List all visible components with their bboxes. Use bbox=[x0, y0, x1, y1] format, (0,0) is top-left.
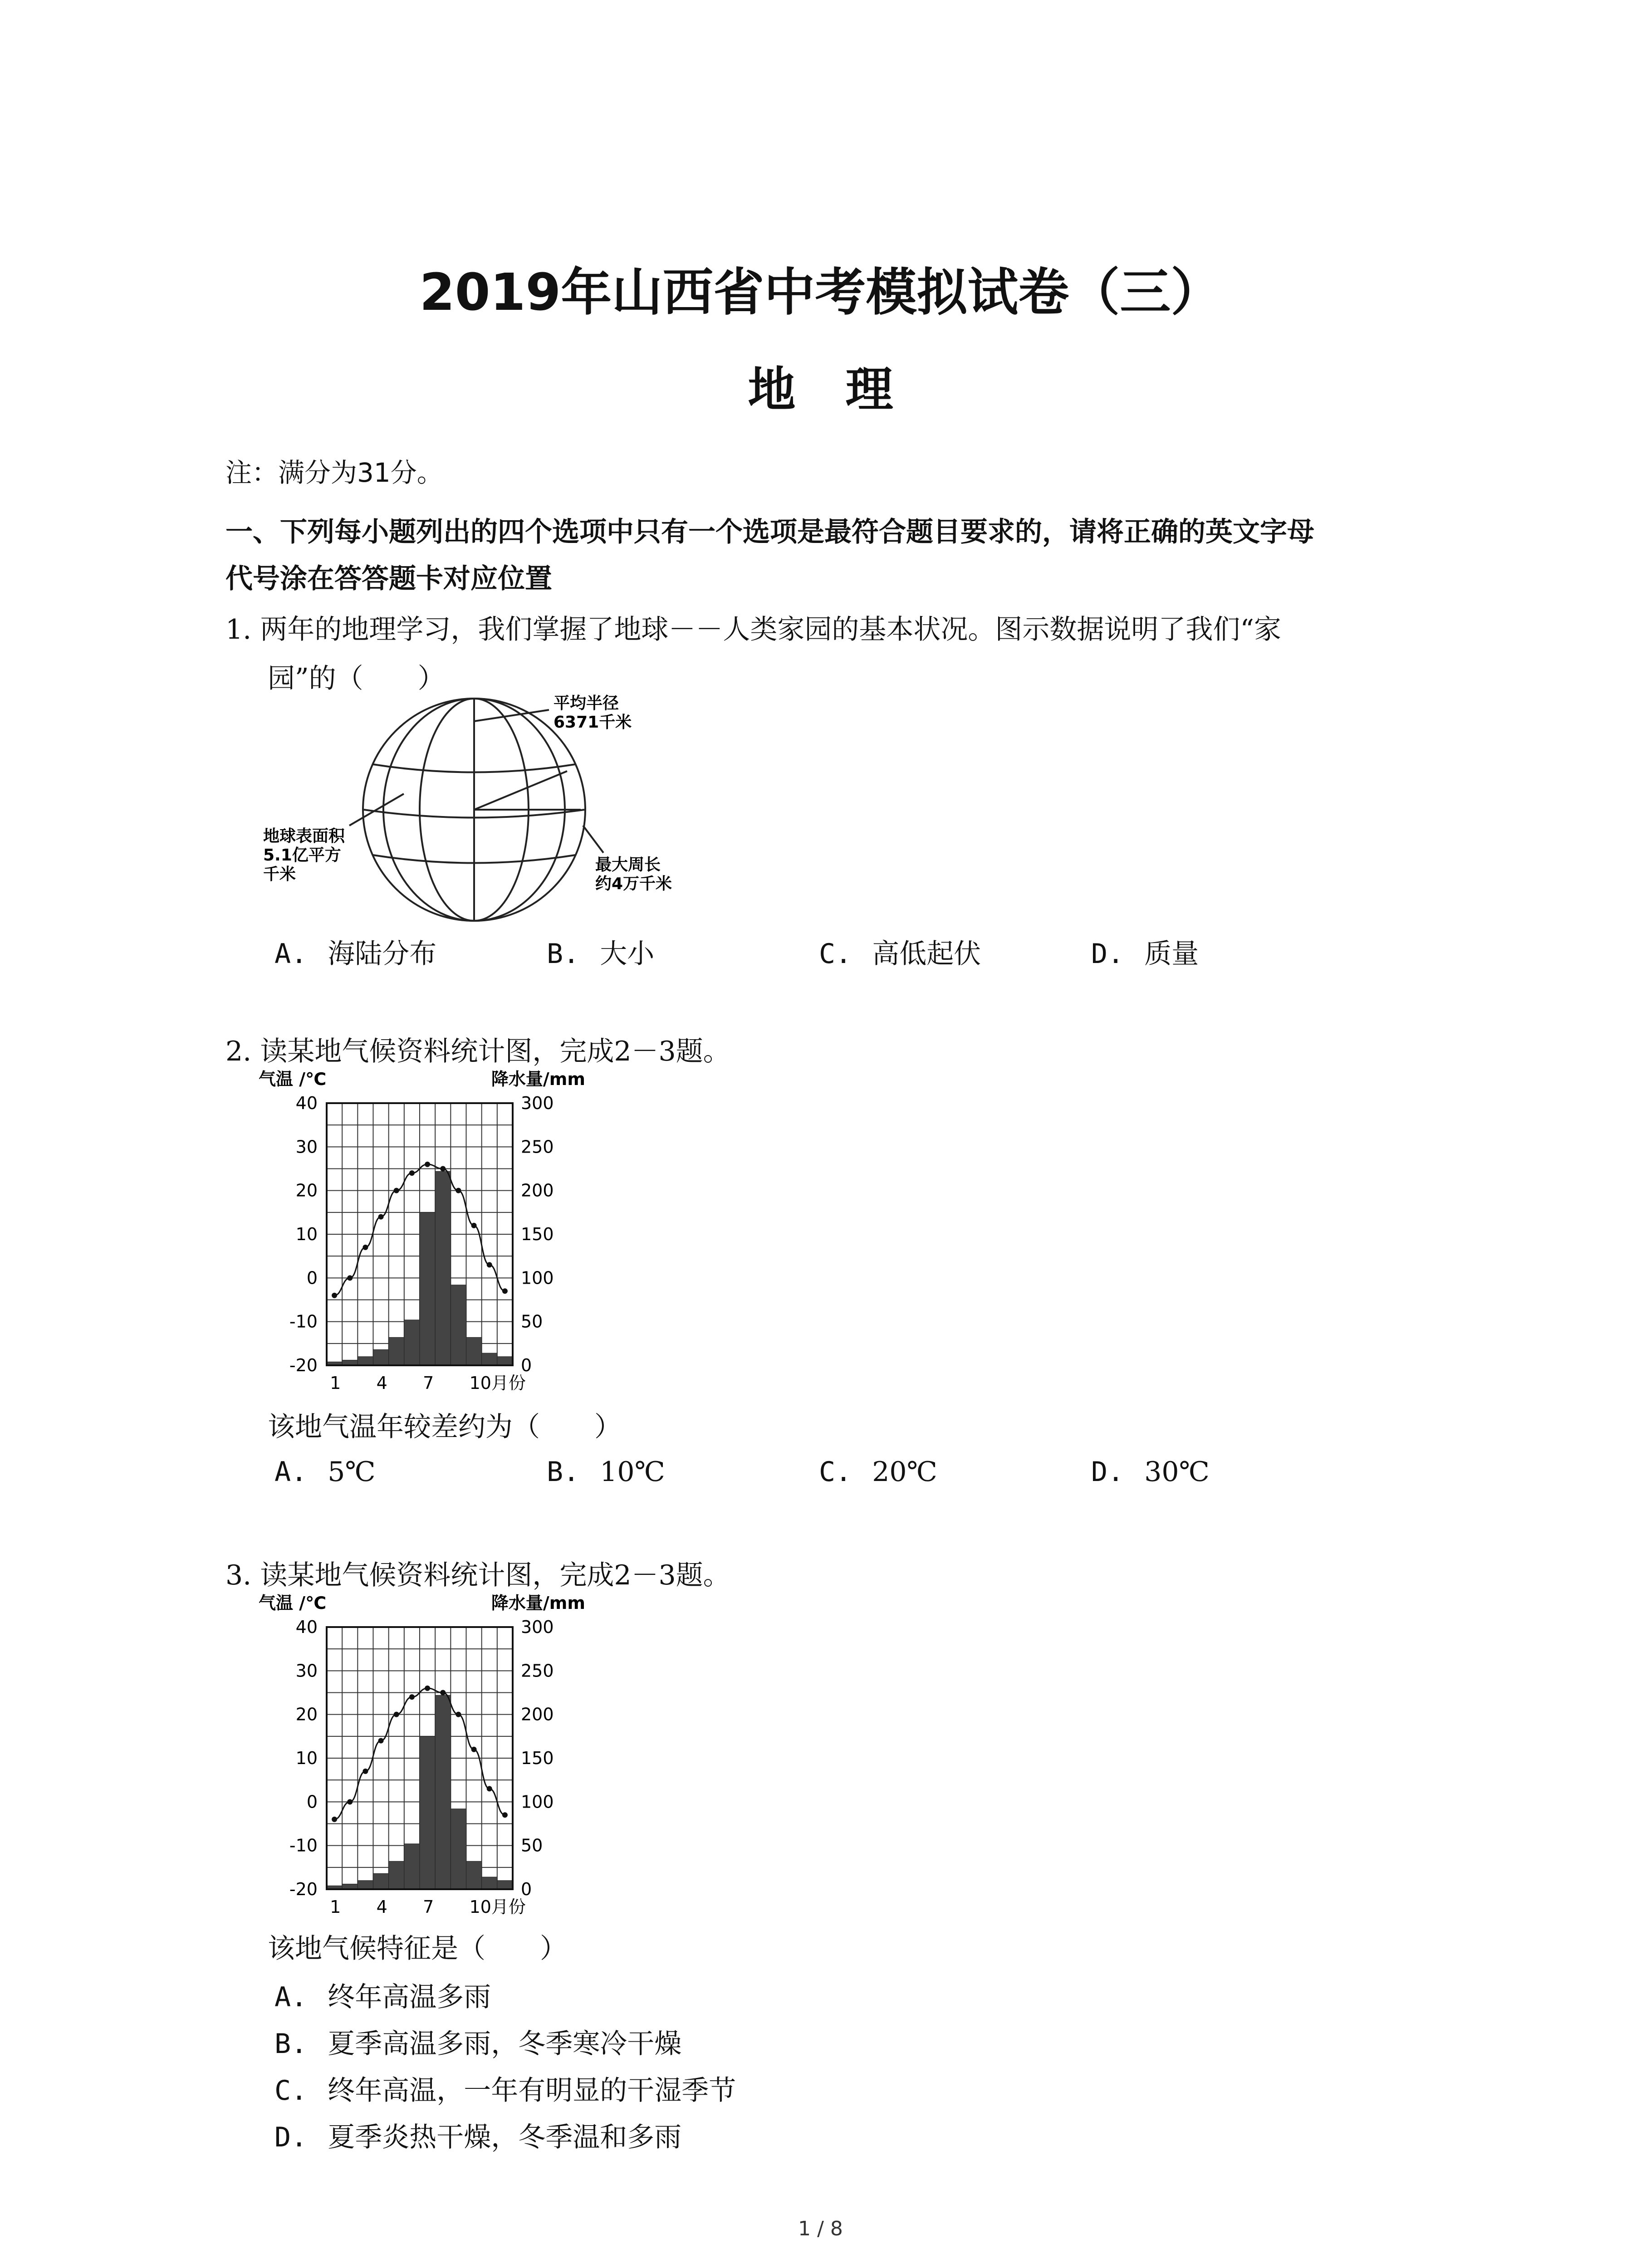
temp-tick-label: -10 bbox=[289, 1835, 318, 1856]
precip-tick-label: 250 bbox=[521, 1661, 554, 1681]
precip-bar bbox=[482, 1353, 497, 1365]
temperature-point bbox=[487, 1786, 492, 1791]
temperature-point bbox=[394, 1712, 399, 1717]
temperature-point bbox=[456, 1712, 461, 1717]
precip-tick-label: 200 bbox=[521, 1704, 554, 1725]
temperature-point bbox=[332, 1293, 337, 1298]
temperature-point bbox=[378, 1214, 384, 1219]
temp-axis-label: 气温 /℃ bbox=[259, 1593, 327, 1613]
temp-axis-label: 气温 /℃ bbox=[259, 1069, 327, 1089]
temp-tick-label: 40 bbox=[295, 1617, 318, 1637]
globe-figure bbox=[254, 689, 708, 925]
month-tick-label: 10月份 bbox=[469, 1897, 526, 1917]
temperature-point bbox=[471, 1223, 477, 1228]
month-tick-label: 1 bbox=[330, 1897, 341, 1917]
precip-bar bbox=[435, 1171, 451, 1365]
temp-tick-label: 0 bbox=[306, 1792, 318, 1812]
precip-tick-label: 50 bbox=[521, 1835, 543, 1856]
precip-tick-label: 150 bbox=[521, 1748, 554, 1768]
precip-bar bbox=[404, 1844, 420, 1889]
globe-label-area-2: 5.1亿平方 bbox=[263, 846, 341, 865]
temp-tick-label: 10 bbox=[295, 1748, 318, 1768]
precip-bar bbox=[389, 1861, 404, 1889]
temp-tick-label: 0 bbox=[306, 1268, 318, 1288]
temperature-point bbox=[440, 1690, 446, 1696]
globe-label-perimeter-1: 最大周长 bbox=[595, 855, 661, 874]
q2-option-c[interactable]: C. 20℃ bbox=[819, 1456, 937, 1488]
precip-tick-label: 100 bbox=[521, 1268, 554, 1288]
precip-tick-label: 250 bbox=[521, 1137, 554, 1157]
precip-bar bbox=[466, 1337, 482, 1365]
temp-tick-label: 30 bbox=[295, 1137, 318, 1157]
precip-bar bbox=[482, 1877, 497, 1889]
globe-label-area-3: 千米 bbox=[263, 865, 296, 884]
globe-label-perimeter-2: 约4万千米 bbox=[595, 875, 672, 893]
temp-tick-label: 10 bbox=[295, 1224, 318, 1244]
exam-title: 2019年山西省中考模拟试卷（三） bbox=[419, 263, 1222, 322]
precip-tick-label: 100 bbox=[521, 1792, 554, 1812]
month-tick-label: 4 bbox=[376, 1897, 387, 1917]
climate-chart-q3 bbox=[259, 1590, 585, 1926]
temp-tick-label: -20 bbox=[289, 1355, 318, 1375]
q3-stem: 3. 读某地气候资料统计图，完成2－3题。 bbox=[225, 1559, 730, 1591]
q2-stem: 2. 读某地气候资料统计图，完成2－3题。 bbox=[225, 1036, 730, 1067]
temperature-point bbox=[332, 1817, 337, 1822]
precip-axis-label: 降水量/mm bbox=[491, 1069, 585, 1089]
precip-tick-label: 300 bbox=[521, 1093, 554, 1113]
precip-bar bbox=[358, 1881, 373, 1889]
temperature-point bbox=[502, 1812, 508, 1818]
q3-question: 该地气候特征是（ ） bbox=[268, 1933, 567, 1965]
precip-tick-label: 300 bbox=[521, 1617, 554, 1637]
q3-option-d[interactable]: D. 夏季炎热干燥，冬季温和多雨 bbox=[274, 2121, 682, 2153]
temp-tick-label: 40 bbox=[295, 1093, 318, 1113]
q2-option-a[interactable]: A. 5℃ bbox=[274, 1456, 376, 1488]
temp-tick-label: -10 bbox=[289, 1311, 318, 1332]
temperature-point bbox=[487, 1262, 492, 1267]
q2-option-d[interactable]: D. 30℃ bbox=[1091, 1456, 1210, 1488]
globe-label-radius-1: 平均半径 bbox=[554, 694, 619, 713]
precip-bar bbox=[404, 1320, 420, 1365]
temperature-point bbox=[362, 1769, 368, 1774]
q1-option-b[interactable]: B. 大小 bbox=[547, 938, 655, 970]
q3-option-a[interactable]: A. 终年高温多雨 bbox=[274, 1981, 491, 2013]
q1-stem-line2: 园”的（ ） bbox=[268, 663, 445, 694]
temperature-point bbox=[347, 1275, 353, 1281]
precip-tick-label: 200 bbox=[521, 1180, 554, 1201]
precip-bar bbox=[358, 1357, 373, 1365]
precip-tick-label: 0 bbox=[521, 1879, 532, 1899]
precip-tick-label: 0 bbox=[521, 1355, 532, 1375]
precip-bar bbox=[420, 1736, 435, 1889]
precip-tick-label: 150 bbox=[521, 1224, 554, 1244]
precip-bar bbox=[497, 1881, 513, 1889]
temperature-point bbox=[378, 1738, 384, 1743]
temperature-point bbox=[502, 1288, 508, 1294]
temp-tick-label: 20 bbox=[295, 1180, 318, 1201]
temp-tick-label: -20 bbox=[289, 1879, 318, 1899]
temp-tick-label: 20 bbox=[295, 1704, 318, 1725]
month-tick-label: 1 bbox=[330, 1373, 341, 1393]
temperature-point bbox=[409, 1170, 415, 1176]
precip-bar bbox=[420, 1212, 435, 1365]
q1-option-a[interactable]: A. 海陆分布 bbox=[274, 938, 437, 970]
temperature-point bbox=[362, 1245, 368, 1250]
page-number: 1 / 8 bbox=[798, 2217, 843, 2240]
section-instruction-line2: 代号涂在答答题卡对应位置 bbox=[225, 563, 552, 595]
q1-stem-line1: 1. 两年的地理学习，我们掌握了地球－－人类家园的基本状况。图示数据说明了我们“家 bbox=[225, 614, 1281, 645]
precip-axis-label: 降水量/mm bbox=[491, 1593, 585, 1613]
globe-label-area-1: 地球表面积 bbox=[263, 827, 345, 846]
precip-bar bbox=[435, 1695, 451, 1889]
score-note: 注：满分为31分。 bbox=[225, 457, 443, 488]
subject-title: 地理 bbox=[748, 362, 943, 417]
precip-bar bbox=[373, 1873, 389, 1889]
precip-tick-label: 50 bbox=[521, 1311, 543, 1332]
temp-tick-label: 30 bbox=[295, 1661, 318, 1681]
temperature-point bbox=[440, 1166, 446, 1172]
temperature-point bbox=[425, 1162, 430, 1167]
precip-bar bbox=[451, 1285, 466, 1365]
precip-bar bbox=[451, 1809, 466, 1889]
precip-bar bbox=[389, 1337, 404, 1365]
precip-bar bbox=[497, 1357, 513, 1365]
precip-bar bbox=[373, 1349, 389, 1365]
globe-label-radius-2: 6371千米 bbox=[554, 713, 632, 732]
month-tick-label: 7 bbox=[423, 1897, 434, 1917]
section-instruction-line1: 一、下列每小题列出的四个选项中只有一个选项是最符合题目要求的，请将正确的英文字母 bbox=[225, 516, 1314, 548]
month-tick-label: 4 bbox=[376, 1373, 387, 1393]
month-tick-label: 7 bbox=[423, 1373, 434, 1393]
temperature-point bbox=[409, 1694, 415, 1700]
temperature-point bbox=[347, 1799, 353, 1804]
climate-chart-q2 bbox=[259, 1066, 585, 1402]
q1-option-d[interactable]: D. 质量 bbox=[1091, 938, 1199, 970]
q3-option-b[interactable]: B. 夏季高温多雨，冬季寒冷干燥 bbox=[274, 2028, 682, 2060]
q2-option-b[interactable]: B. 10℃ bbox=[547, 1456, 665, 1488]
temperature-point bbox=[456, 1188, 461, 1193]
q3-option-c[interactable]: C. 终年高温，一年有明显的干湿季节 bbox=[274, 2075, 736, 2107]
precip-bar bbox=[466, 1861, 482, 1889]
q2-question: 该地气温年较差约为（ ） bbox=[268, 1411, 622, 1443]
temperature-point bbox=[425, 1686, 430, 1691]
q1-option-c[interactable]: C. 高低起伏 bbox=[819, 938, 981, 970]
month-tick-label: 10月份 bbox=[469, 1373, 526, 1393]
temperature-point bbox=[471, 1747, 477, 1752]
temperature-point bbox=[394, 1188, 399, 1193]
